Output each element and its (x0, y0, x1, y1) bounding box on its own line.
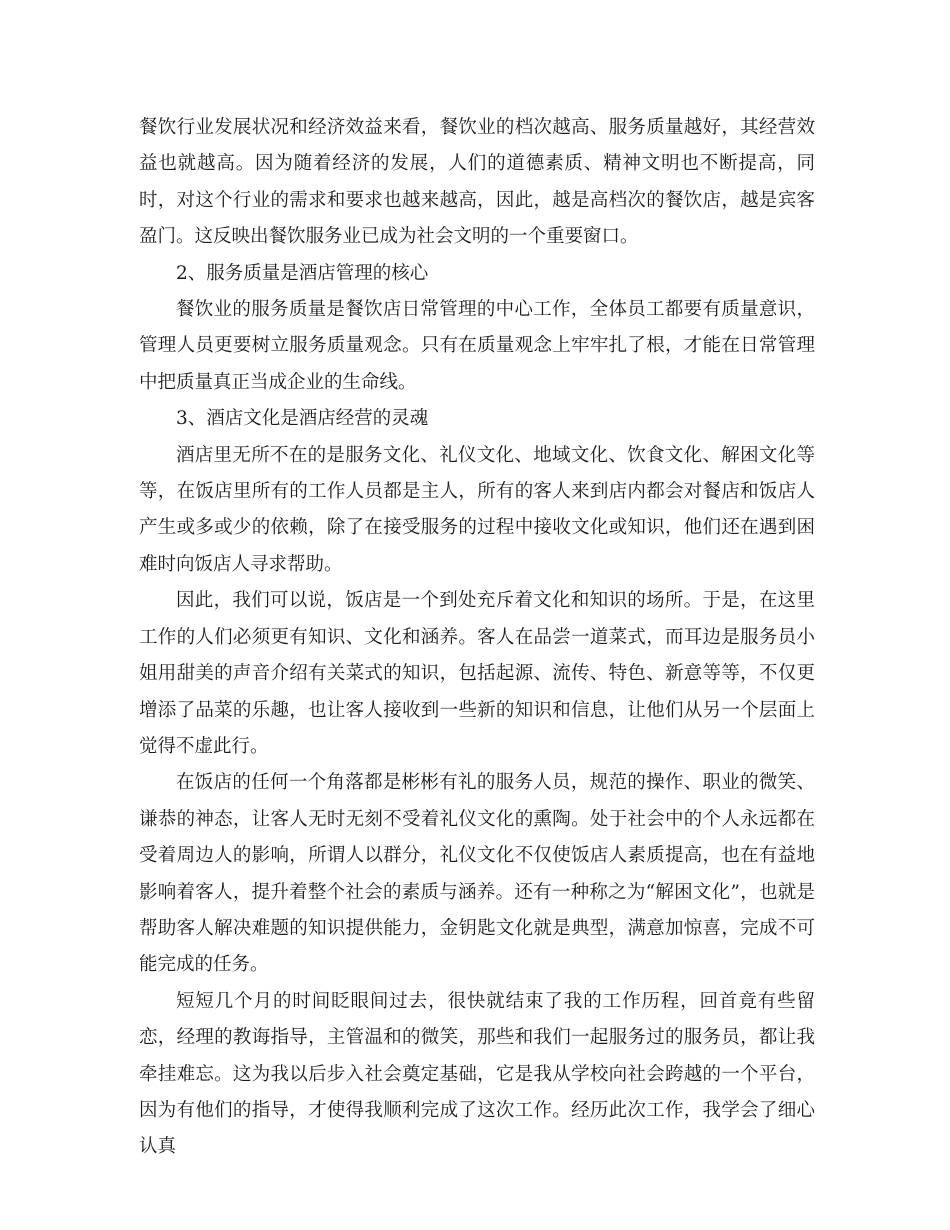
paragraph: 酒店里无所不在的是服务文化、礼仪文化、地域文化、饮食文化、解困文化等等，在饭店里所有的工作人员都是主人，所有的客人来到店内都会对餐店和饭店人产生或多或少的依赖，除了在接受服务的过程中接收文化或知识，他们还在遇到困难时向饭店人寻求帮助。 (139, 444, 815, 575)
paragraph: 短短几个月的时间眨眼间过去，很快就结束了我的工作历程，回首竟有些留恋，经理的教诲指导，主管温和的微笑，那些和我们一起服务过的服务员，都让我牵挂难忘。这为我以后步入社会奠定基础，它是我从学校向社会跨越的一个平台，因为有他们的指导，才使得我顺利完成了这次工作。经历此次工作，我学会了细心认真 (139, 990, 815, 1158)
paragraph-continuation: 餐饮行业发展状况和经济效益来看，餐饮业的档次越高、服务质量越好，其经营效益也就越高。因为随着经济的发展，人们的道德素质、精神文明也不断提高，同时，对这个行业的需求和要求也越来越高，因此，越是高档次的餐饮店，越是宾客盈门。这反映出餐饮服务业已成为社会文明的一个重要窗口。 (139, 117, 815, 248)
paragraph: 餐饮业的服务质量是餐饮店日常管理的中心工作，全体员工都要有质量意识，管理人员更要树立服务质量观念。只有在质量观念上牢牢扎了根，才能在日常管理中把质量真正当成企业的生命线。 (139, 299, 815, 393)
paragraph: 在饭店的任何一个角落都是彬彬有礼的服务人员，规范的操作、职业的微笑、谦恭的神态，让客人无时无刻不受着礼仪文化的熏陶。处于社会中的个人永远都在受着周边人的影响，所谓人以群分，礼仪文化不仅使饭店人素质提高，也在有益地影响着客人，提升着整个社会的素质与涵养。还有一种称之为“解困文化”，也就是帮助客人解决难题的知识提供能力，金钥匙文化就是典型，满意加惊喜，完成不可能完成的任务。 (139, 772, 815, 976)
paragraph: 因此，我们可以说，饭店是一个到处充斥着文化和知识的场所。于是，在这里工作的人们必须更有知识、文化和涵养。客人在品尝一道菜式，而耳边是服务员小姐用甜美的声音介绍有关菜式的知识，包括起源、流传、特色、新意等等，不仅更增添了品菜的乐趣，也让客人接收到一些新的知识和信息，让他们从另一个层面上觉得不虚此行。 (139, 590, 815, 757)
document-body (139, 110, 815, 1166)
section-heading-hotel-culture: 3、酒店文化是酒店经营的灵魂 (176, 408, 429, 430)
section-heading-service-quality: 2、服务质量是酒店管理的核心 (176, 262, 429, 284)
